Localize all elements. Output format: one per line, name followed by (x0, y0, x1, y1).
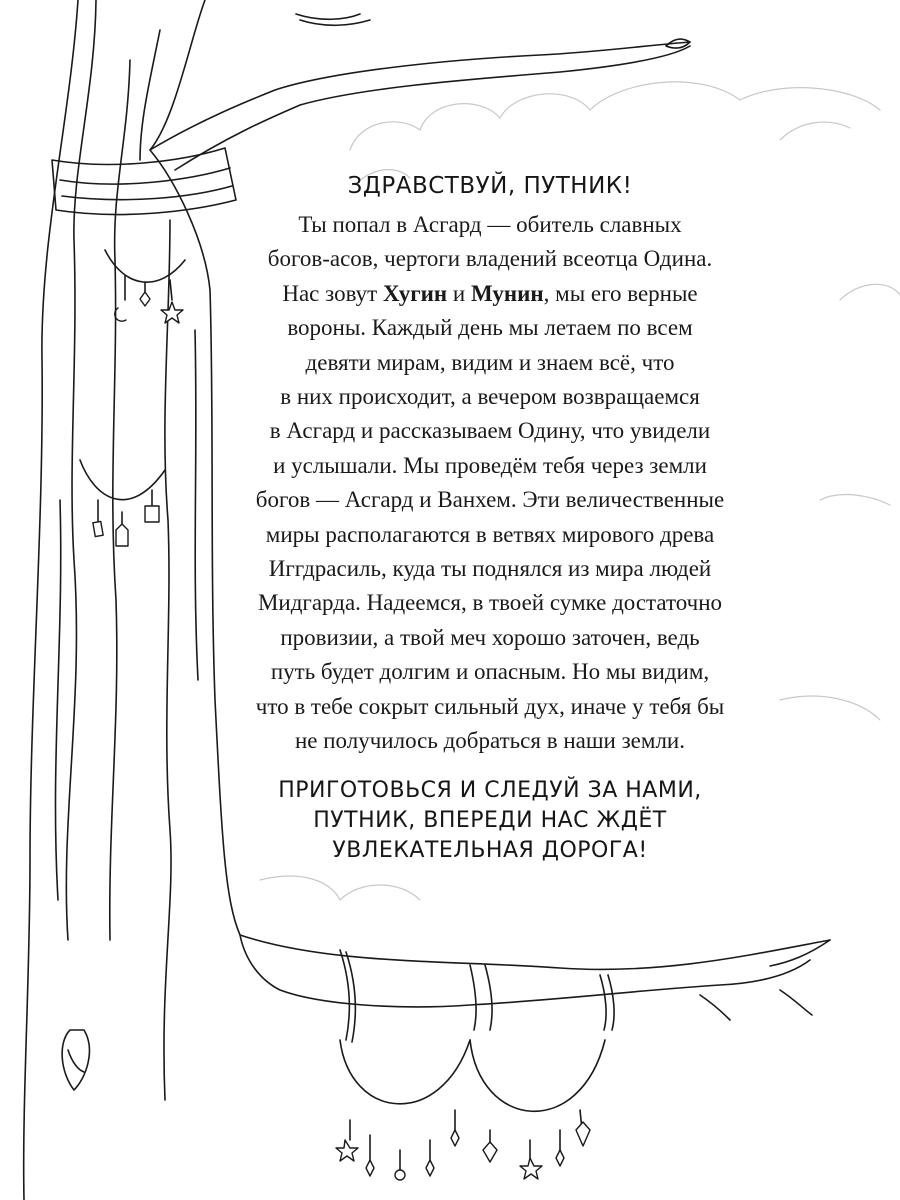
trunk-left-edge (24, 0, 78, 1200)
moon-charm (115, 308, 126, 321)
paragraph-line: вороны. Каждый день мы летаем по всем (287, 315, 693, 341)
closing-line: ПРИГОТОВЬСЯ И СЛЕДУЙ ЗА НАМИ, (278, 778, 702, 803)
paragraph-text: Нас зовут (282, 280, 383, 306)
paragraph-line: Ты попал в Асгард — обитель славных (298, 212, 682, 237)
closing-line: ПУТНИК, ВПЕРЕДИ НАС ЖДЁТ (313, 808, 667, 833)
house-charm (116, 524, 128, 546)
paragraph-line: провизии, а твой меч хорошо заточен, ведь (280, 624, 700, 650)
tree-knot (62, 1030, 89, 1090)
paragraph-line: в Асгард и рассказываем Одину, что увидели (269, 418, 711, 444)
paragraph-line: что в тебе сокрыт сильный дух, иначе у тебя бы (255, 693, 725, 719)
raven-name-munin: Мунин (470, 280, 544, 306)
paragraph-line: в них происходит, а вечером возвращаемся (280, 384, 700, 410)
raven-name-hugin: Хугин (382, 280, 448, 306)
crystal-charm (93, 521, 103, 536)
paragraph-line: путь будет долгим и опасным. Но мы видим, (270, 659, 710, 685)
paragraph-line: девяти мирам, видим и знаем всё, что (305, 349, 675, 375)
paragraph-line: миры располагаются в ветвях мирового древа (265, 521, 715, 547)
star-charm (161, 302, 183, 323)
paragraph-line: и услышали. Мы проведём тебя через земли (273, 452, 707, 478)
paragraph-line: богов-асов, чертоги владений всеотца Одина. (267, 246, 713, 272)
paragraph-text: и (447, 280, 471, 306)
paragraph-text: , мы его верные (543, 280, 698, 306)
lower-branch (240, 935, 810, 1007)
greeting-heading: ЗДРАВСТВУЙ, ПУТНИК! (347, 173, 633, 199)
square-charm (145, 506, 159, 522)
closing-line: УВЛЕКАТЕЛЬНАЯ ДОРОГА! (332, 838, 648, 863)
intro-paragraph (230, 208, 750, 759)
paragraph-line-names (230, 277, 750, 311)
cloud-outline (350, 82, 880, 150)
paragraph-line: Иггдрасиль, куда ты поднялся из мира людей (268, 556, 712, 582)
paragraph-line: Мидгарда. Надеемся, в твоей сумке достаточно (257, 590, 723, 616)
paragraph-line: не получилось добраться в наши земли. (294, 728, 685, 754)
paragraph-line: богов — Асгард и Ванхем. Эти величественные (255, 487, 725, 513)
closing-call-to-action (230, 776, 750, 866)
diamond-charm (140, 292, 150, 306)
